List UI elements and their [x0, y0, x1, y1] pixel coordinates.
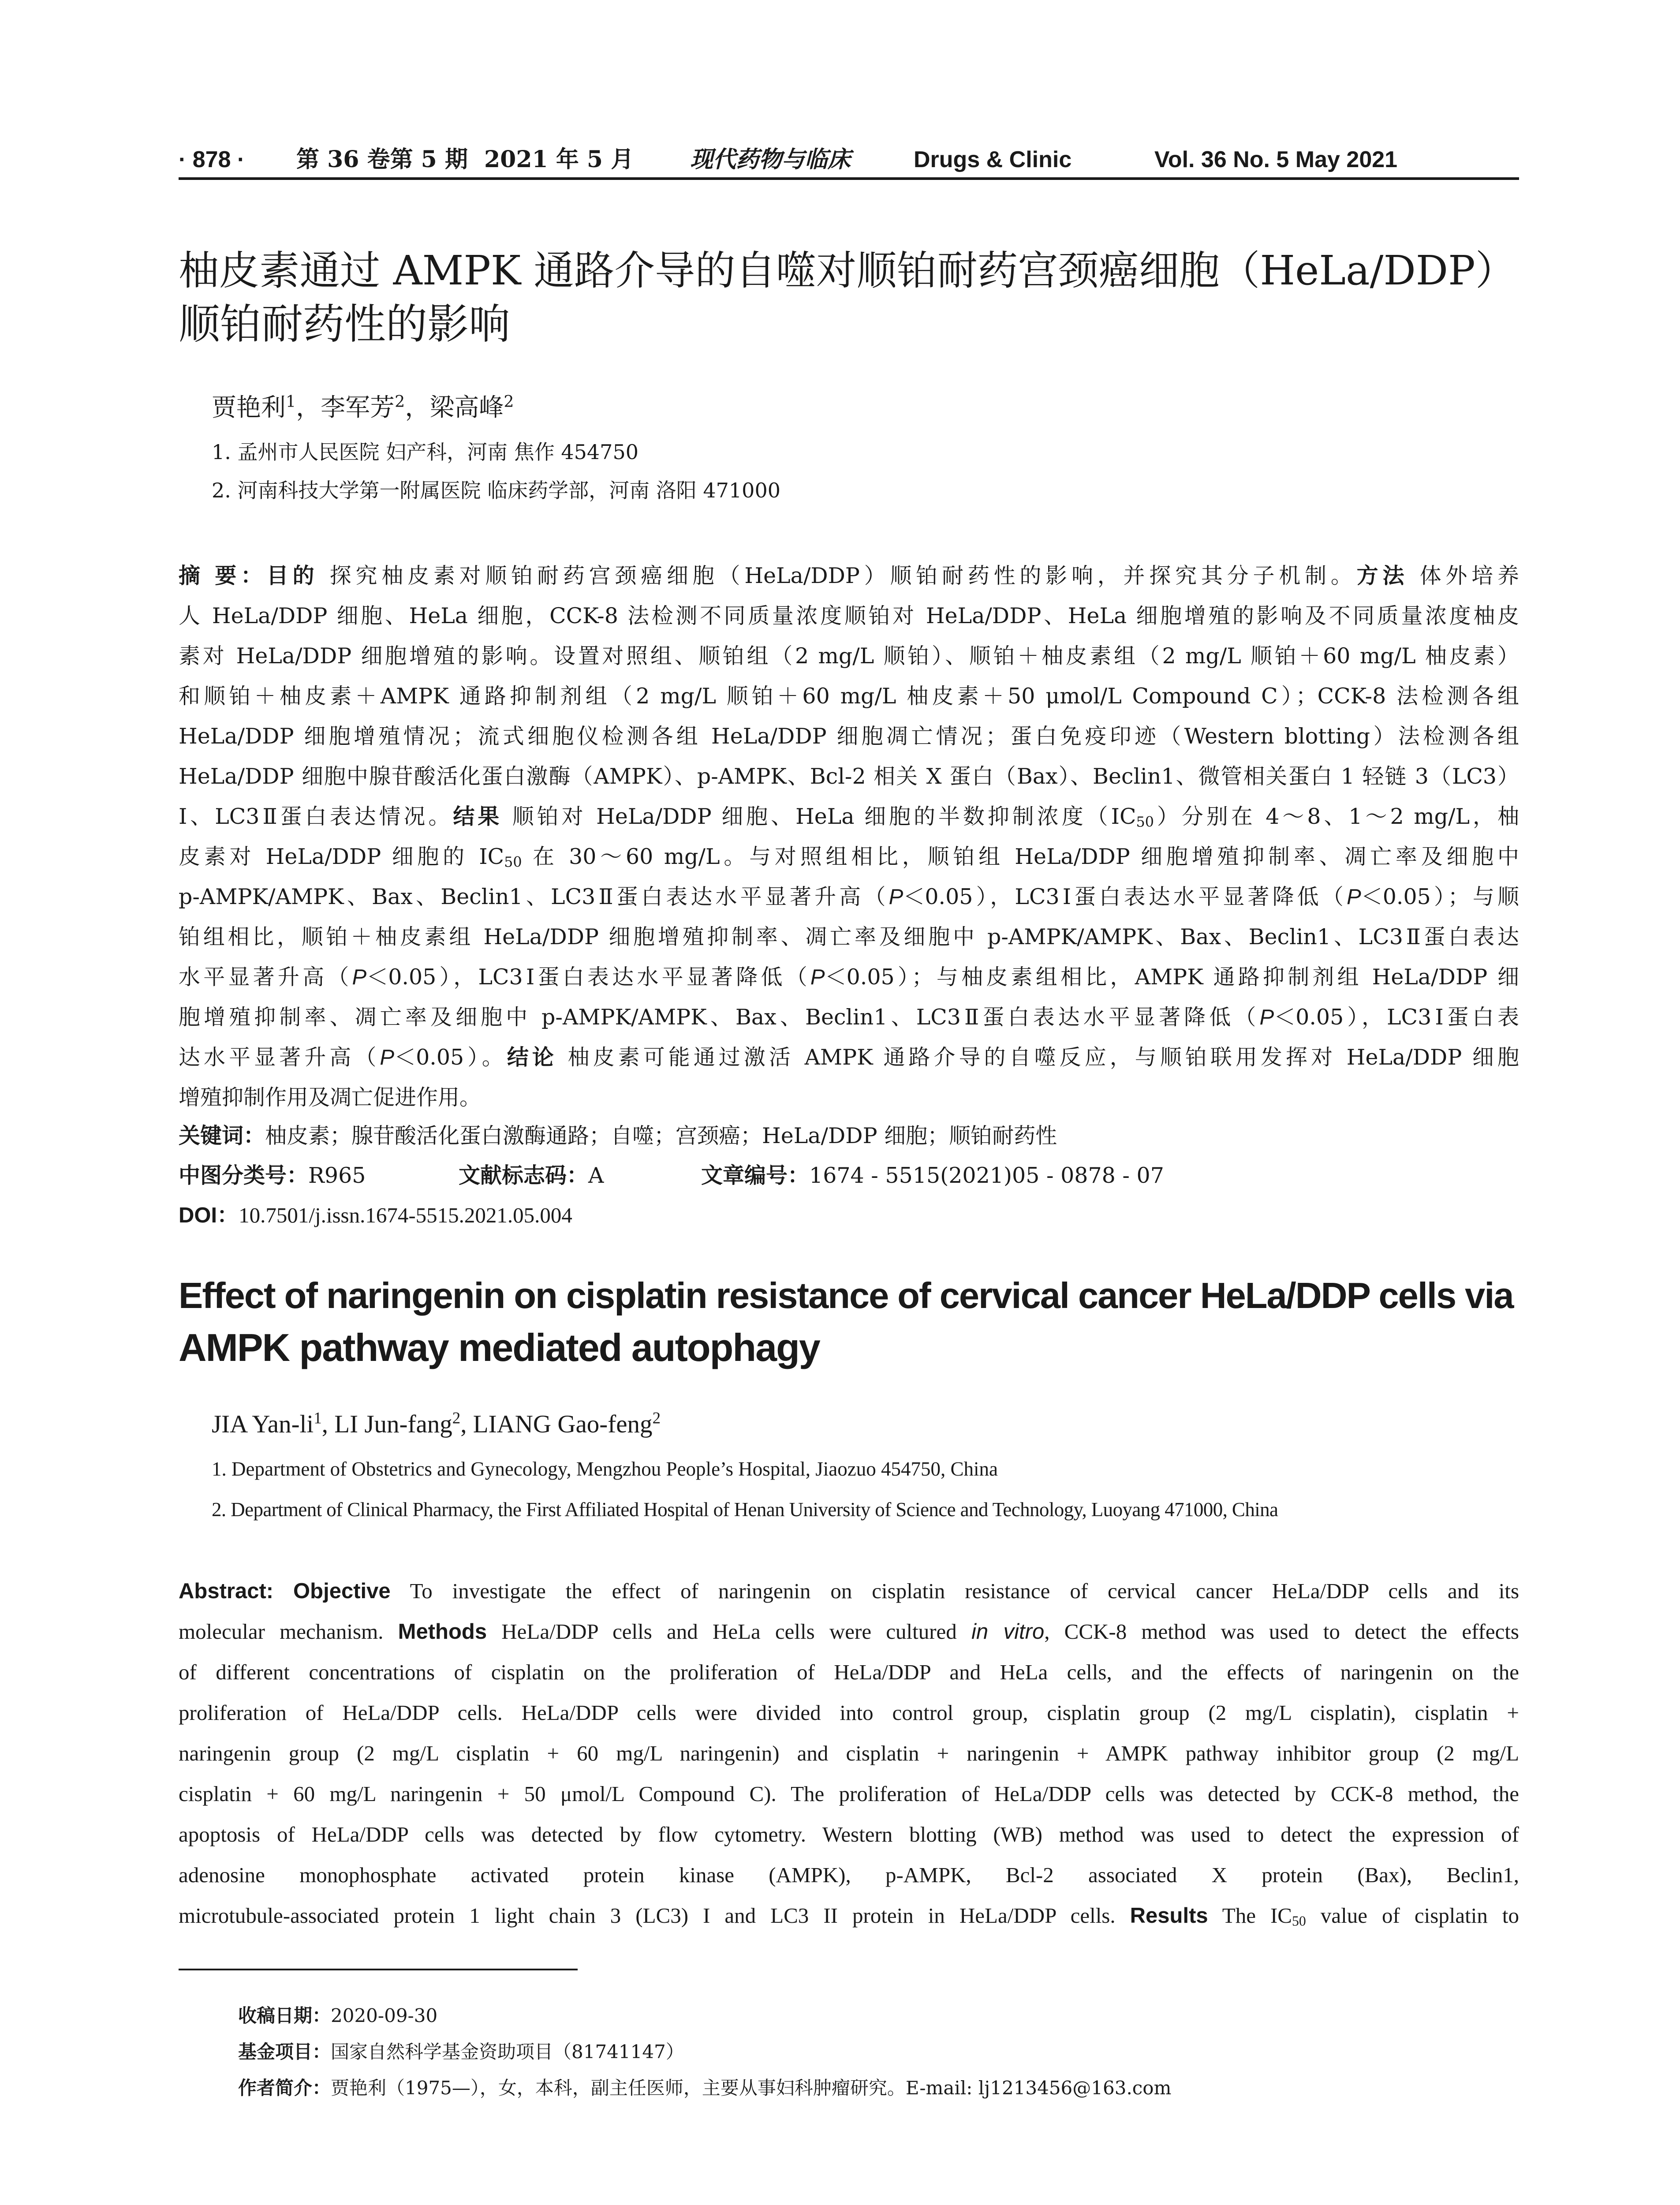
title-en-line-2: AMPK pathway mediated autophagy — [179, 1326, 820, 1369]
keywords-cn: 关键词：柚皮素；腺苷酸活化蛋白激酶通路；自噬；宫颈癌；HeLa/DDP 细胞；顺铂耐药性 — [179, 1123, 1057, 1148]
authors-en: JIA Yan-$li^1$, LI Jun-fang$^2$, LIANG Gao-feng$^2$ — [212, 1409, 661, 1438]
header-rule — [179, 177, 1519, 180]
document-code: 文献标志码：A — [459, 1163, 604, 1188]
affiliation-en-1: 1. Department of Obstetrics and Gynecology, Mengzhou People’s Hospital, Jiaozuo 454750, China — [212, 1458, 998, 1480]
abstract-cn-label: 摘 要： — [179, 564, 267, 588]
article-number: 文章编号：1674 - 5515(2021)05 - 0878 - 07 — [701, 1163, 1164, 1188]
journal-page: · 878 · 第 36 卷第 5 期 2021 年 5 月 现代药物与临床 Drugs & Clinic Vol. 36 No. 5 May 2021 柚皮素通过 AMPK 通路介导的自噬对顺铂耐药宫颈癌细胞（HeLa/DDP） 顺铂耐药性的影响 贾艳利$^1$，李军芳$^2$，梁高峰$^2$ 1. 孟州市人民医院 妇产科，河南 焦作 454750 2. 河南科技大学第一附属医院 临床药学部，河南 洛阳 471000 摘 要：目的 探究柚皮素对顺铂耐药宫颈癌细胞（HeLa/DDP）顺铂耐药性的影响，并探究其分子机制。方法 体外培养 人 HeLa/DDP 细胞、HeLa 细胞，CCK-8 法检测不同质量浓度顺铂对 HeLa/DDP、HeLa 细胞增殖的影响及不同质量浓度柚皮 素对 HeLa/DDP 细胞增殖的影响。设置对照组、顺铂组（2 mg/L 顺铂）、顺铂＋柚皮素组（2 mg/L 顺铂＋60 mg/L 柚皮素） 和顺铂＋柚皮素＋AMPK 通路抑制剂组（2 mg/L 顺铂＋60 mg/L 柚皮素＋50 μmol/L Compound C）；CCK-8 法检测各组 HeLa/DDP 细胞增殖情况；流式细胞仪检测各组 HeLa/DDP 细胞凋亡情况；蛋白免疫印迹（Western blotting）法检测各组 HeLa/DDP 细胞中腺苷酸活化蛋白激酶（AMPK）、p-AMPK、Bcl-2 相关 X 蛋白（Bax）、Beclin1、微管相关蛋白 1 轻链 3（LC3） Ⅰ、LC3Ⅱ蛋白表达情况。结果 顺铂对 HeLa/DDP 细胞、HeLa 细胞的半数抑制浓度$(IC_{50})$分别在 4～8、1～2 mg/L，柚 皮素对 HeLa/DDP 细胞的 $IC_{50}$ 在 30～60 mg/L。与对照组相比，顺铂组 HeLa/DDP 细胞增殖抑制率、凋亡率及细胞中 p-AMPK/AMPK、Bax、Beclin1、LC3Ⅱ蛋白表达水平显著升高（P＜0.05），LC3Ⅰ蛋白表达水平显著降低（P＜0.05）；与顺 铂组相比，顺铂＋柚皮素组 HeLa/DDP 细胞增殖抑制率、凋亡率及细胞中 p-AMPK/AMPK、Bax、Beclin1、LC3Ⅱ蛋白表达 水平显著升高（P＜0.05），LC3Ⅰ蛋白表达水平显著降低（P＜0.05）；与柚皮素组相比，AMPK 通路抑制剂组 HeLa/DDP 细 胞增殖抑制率、凋亡率及细胞中 p-AMPK/AMPK、Bax、Beclin1、LC3Ⅱ蛋白表达水平显著降低（P＜0.05），LC3Ⅰ蛋白表 达水平显著升高（P＜0.05）。结论 柚皮素可能通过激活 AMPK 通路介导的自噬反应，与顺铂联用发挥对 HeLa/DDP 细胞 增殖抑制作用及凋亡促进作用。 关键词：柚皮素；腺苷酸活化蛋白激酶通路；自噬；宫颈癌；HeLa/DDP 细胞；顺铂耐药性 中图分类号：R965 文献标志码：A 文章编号：1674 - 5515(2021)05 - 0878 - 07 DOI：10.7501/j.issn.1674-5515.2021.05.004 Effect of naringenin on cisplatin resistance of cervical cancer HeLa/DDP cells via AMPK pathway mediated autophagy JIA Yan-$li^1$, LI Jun-fang$^2$, LIANG Gao-feng$^2$ 1. Department of Obstetrics and Gynecology, Mengzhou People’s Hospital, Jiaozuo 454750, China 2. Department of Clinical Pharmacy, the First Affiliated Hospital of Henan University of Science and Technology, Luoyang 471000, China Abstract: Objective To investigate the effect of naringenin on cisplatin resistance of cervical cancer HeLa/DDP cells and its molecular mechanism. Methods HeLa/DDP cells and HeLa cells were cultured in vitro, CCK-8 method was used to detect the effects of different concentrations of cisplatin on the proliferation of HeLa/DDP and HeLa cells, and the effects of naringenin on the proliferation of HeLa/DDP cells. HeLa/DDP cells were divided into control group, cisplatin group (2 mg/L cisplatin), cisplatin + naringenin group (2 mg/L cisplatin + 60 mg/L naringenin) and cisplatin + naringenin + AMPK pathway inhibitor group (2 mg/L cisplatin + 60 mg/L naringenin + 50 μmol/L Compound C). The proliferation of HeLa/DDP cells was detected by CCK-8 method, the apoptosis of HeLa/DDP cells was detected by flow cytometry. Western blotting (WB) method was used to detect the expression of adenosine monophosphate activated protein kinase (AMPK), p-AMPK, Bcl-2 associated X protein (Bax), Beclin1, microtubule-associated protein 1 light chain 3 (LC3) I and LC3 II protein in HeLa/DDP cells. Results The $IC_{50}$ value of cisplatin to 收稿日期：2020-09-30 基金项目：国家自然科学基金资助项目（81741147） 作者简介：贾艳利（1975—），女，本科，副主任医师，主要从事妇科肿瘤研究。E-mail: lj1213456@163.com — [0, 0, 1680, 2205]
affiliation-cn-2: 2. 河南科技大学第一附属医院 临床药学部，河南 洛阳 471000 — [212, 478, 780, 502]
title-en-line-1: Effect of naringenin on cisplatin resistance of cervical cancer HeLa/DDP cells via — [179, 1275, 1513, 1316]
journal-name-en: Drugs & Clinic — [914, 147, 1072, 172]
date-cn: 2021 年 5 月 — [484, 146, 634, 173]
affiliation-en-2: 2. Department of Clinical Pharmacy, the First Affiliated Hospital of Henan University of Science and Technology, Luoyang 471000, China — [212, 1499, 1278, 1521]
footnote-received: 收稿日期：2020-09-30 — [238, 2005, 438, 2026]
doi: DOI：10.7501/j.issn.1674-5515.2021.05.004 — [179, 1203, 572, 1227]
issue-cn: 第 36 卷第 5 期 — [296, 146, 468, 173]
authors-cn: 贾艳利$^1$，李军芳$^2$，梁高峰$^2$ — [212, 392, 514, 422]
footnote-author: 作者简介：贾艳利（1975—），女，本科，副主任医师，主要从事妇科肿瘤研究。E-mail: lj1213456@163.com — [238, 2077, 1172, 2099]
page-number: · 878 · — [179, 147, 245, 172]
abstract-en-label: Abstract: — [179, 1579, 274, 1603]
affiliation-cn-1: 1. 孟州市人民医院 妇产科，河南 焦作 454750 — [212, 440, 638, 464]
issue-en: Vol. 36 No. 5 May 2021 — [1154, 147, 1398, 172]
journal-name-cn: 现代药物与临床 — [690, 146, 851, 173]
title-cn-line-1: 柚皮素通过 AMPK 通路介导的自噬对顺铂耐药宫颈癌细胞（HeLa/DDP） — [179, 247, 1516, 294]
footnote-fund: 基金项目：国家自然科学基金资助项目（81741147） — [238, 2041, 684, 2063]
title-cn-line-2: 顺铂耐药性的影响 — [179, 300, 511, 348]
clc-number: 中图分类号：R965 — [179, 1163, 366, 1188]
footnote-rule — [179, 1969, 578, 1970]
